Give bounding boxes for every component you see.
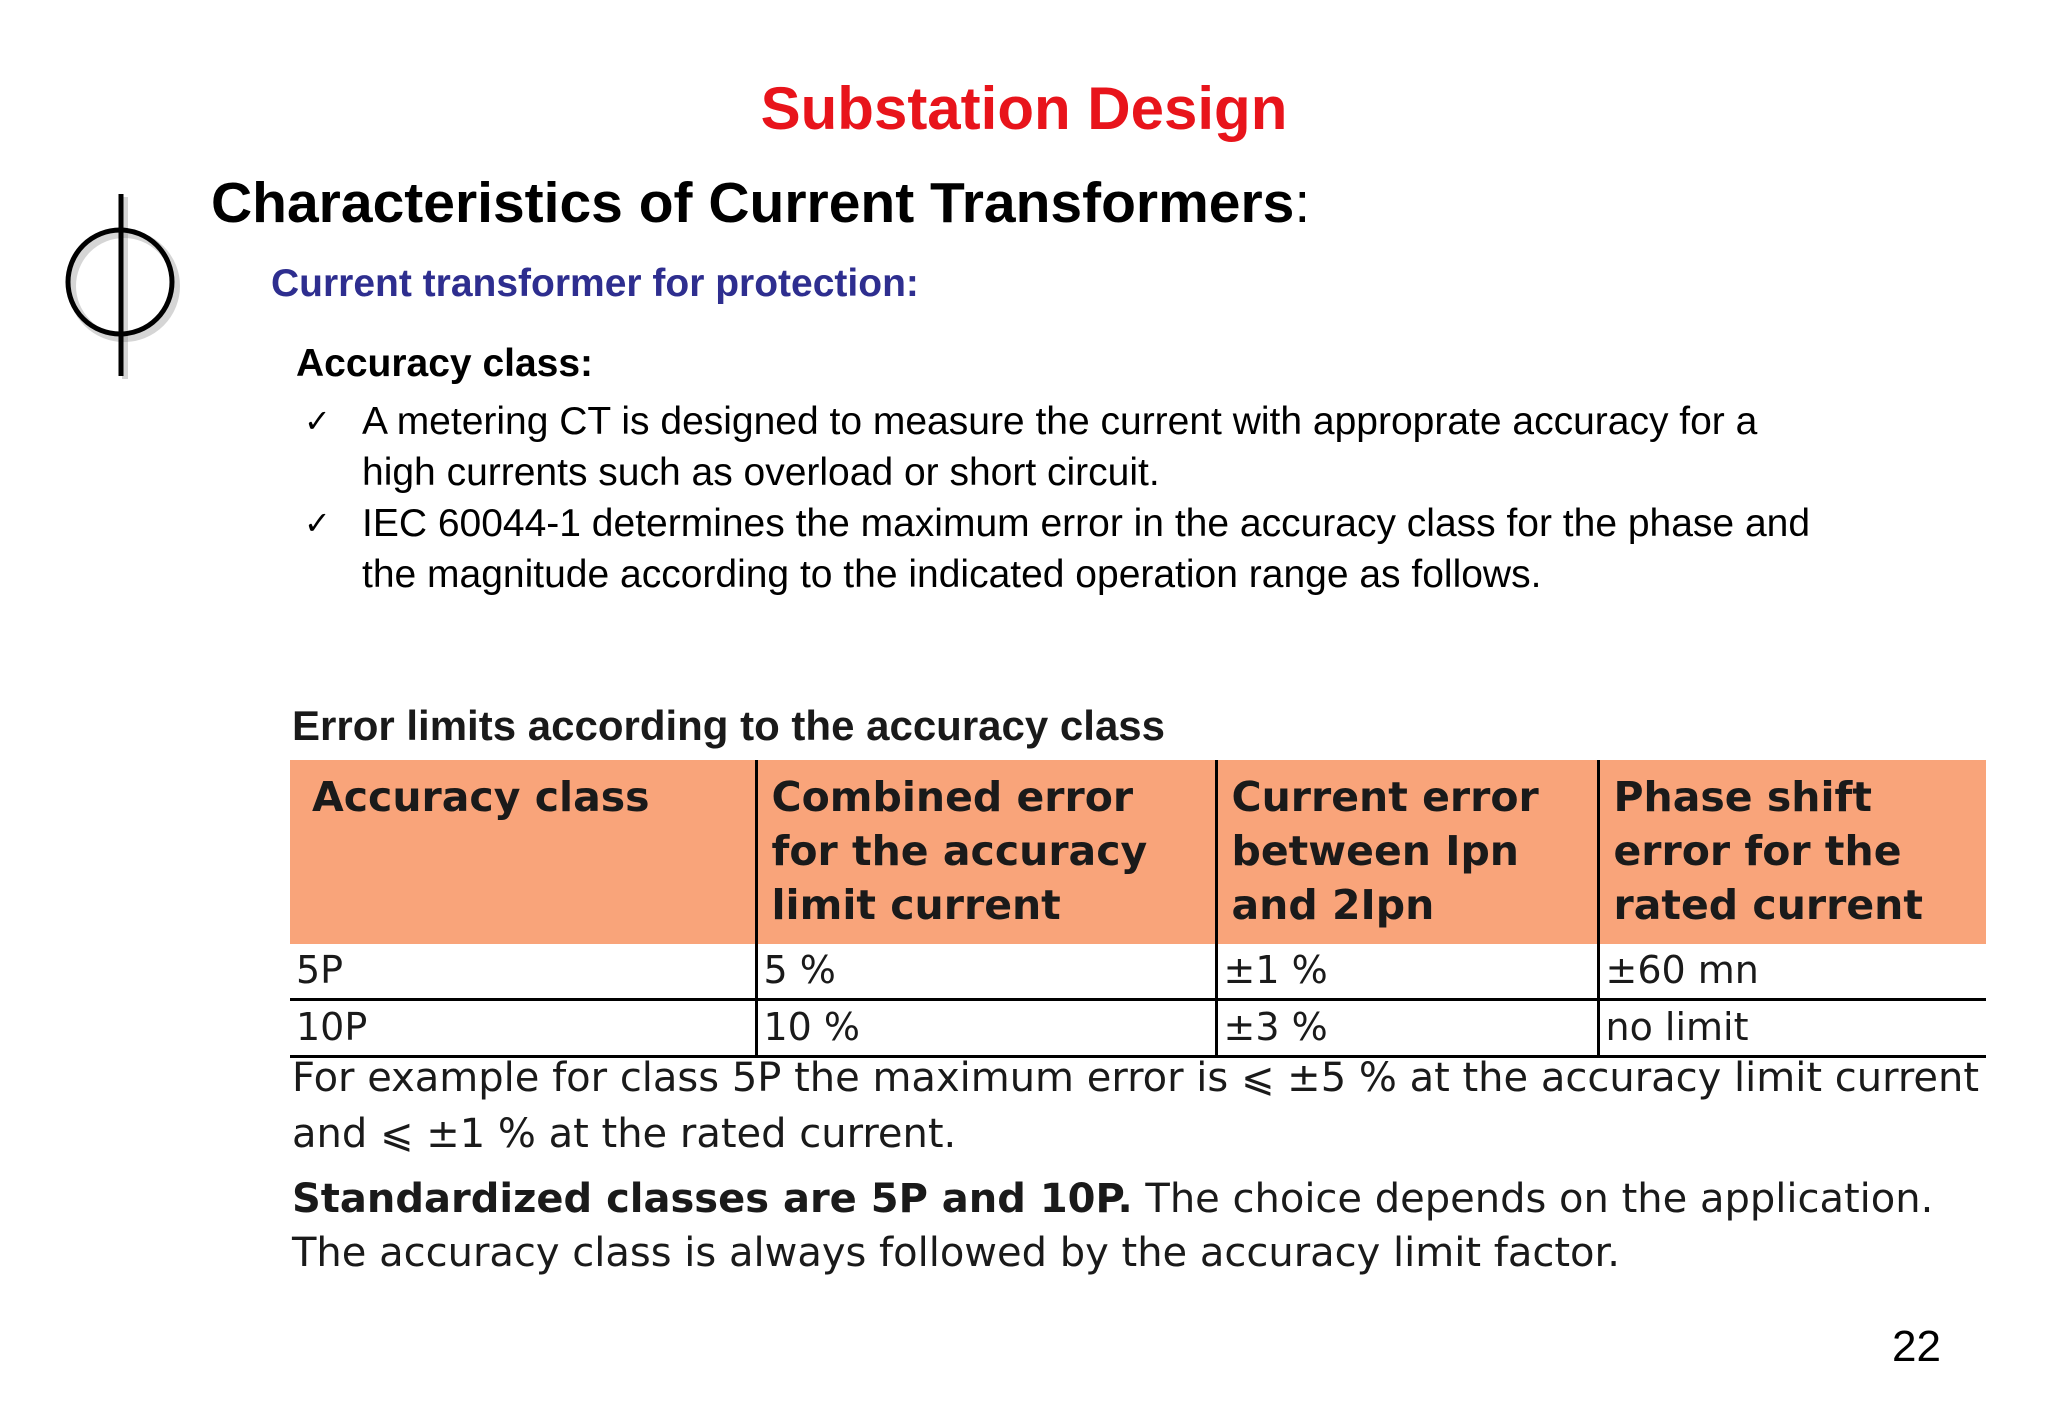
check-icon: ✓: [304, 504, 331, 542]
header-cell: Phase shift error for the rated current: [1598, 760, 1986, 944]
standard-classes-text: The choice depends on the application. The accuracy class is always followed by the accuracy limit factor.: [292, 1176, 1934, 1276]
heading-colon: :: [1294, 171, 1311, 235]
section-heading: [211, 170, 1310, 236]
table-cell: 5 %: [756, 944, 1216, 1000]
header-cell: Accuracy class: [290, 760, 756, 944]
example-note: For example for class 5P the maximum error is ⩽ ±5 % at the accuracy limit current and ⩽ ±1 % at the rated current.: [292, 1055, 1980, 1157]
error-limits-table: [290, 760, 1986, 1058]
table-cell: ±3 %: [1216, 1000, 1598, 1057]
accuracy-class-label: Accuracy class:: [296, 342, 594, 385]
table-header-row: [290, 760, 1986, 944]
table-cell: no limit: [1598, 1000, 1986, 1057]
table-title: Error limits according to the accuracy class: [292, 702, 1166, 749]
table-cell: ±60 mn: [1598, 944, 1986, 1000]
heading-text: Characteristics of Current Transformers: [211, 171, 1295, 235]
bullet-list: [296, 396, 1836, 600]
bullet-item: [296, 498, 1836, 600]
header-cell: Combined error for the accuracy limit current: [756, 760, 1216, 944]
table-row: [290, 944, 1986, 1000]
table-cell: ±1 %: [1216, 944, 1598, 1000]
ct-symbol-icon: [58, 190, 188, 380]
bullet-text: A metering CT is designed to measure the current with approprate accuracy for a high currents such as overload or short circuit.: [362, 400, 1758, 494]
table-row: [290, 1000, 1986, 1057]
header-cell: Current error between Ipn and 2Ipn: [1216, 760, 1598, 944]
slide-title: Substation Design: [760, 75, 1288, 142]
page-number: 22: [1892, 1322, 1941, 1371]
table-cell: 10P: [290, 1000, 756, 1057]
standard-classes-bold: Standardized classes are 5P and 10P.: [292, 1176, 1133, 1222]
table-cell: 10 %: [756, 1000, 1216, 1057]
check-icon: ✓: [304, 402, 331, 440]
subheading: Current transformer for protection:: [271, 262, 919, 305]
bullet-item: [296, 396, 1836, 498]
bullet-text: IEC 60044-1 determines the maximum error in the accuracy class for the phase and the magnitude according to the indicated operation range as follows.: [362, 502, 1811, 596]
table-cell: 5P: [290, 944, 756, 1000]
standard-classes-note: [292, 1172, 1992, 1280]
